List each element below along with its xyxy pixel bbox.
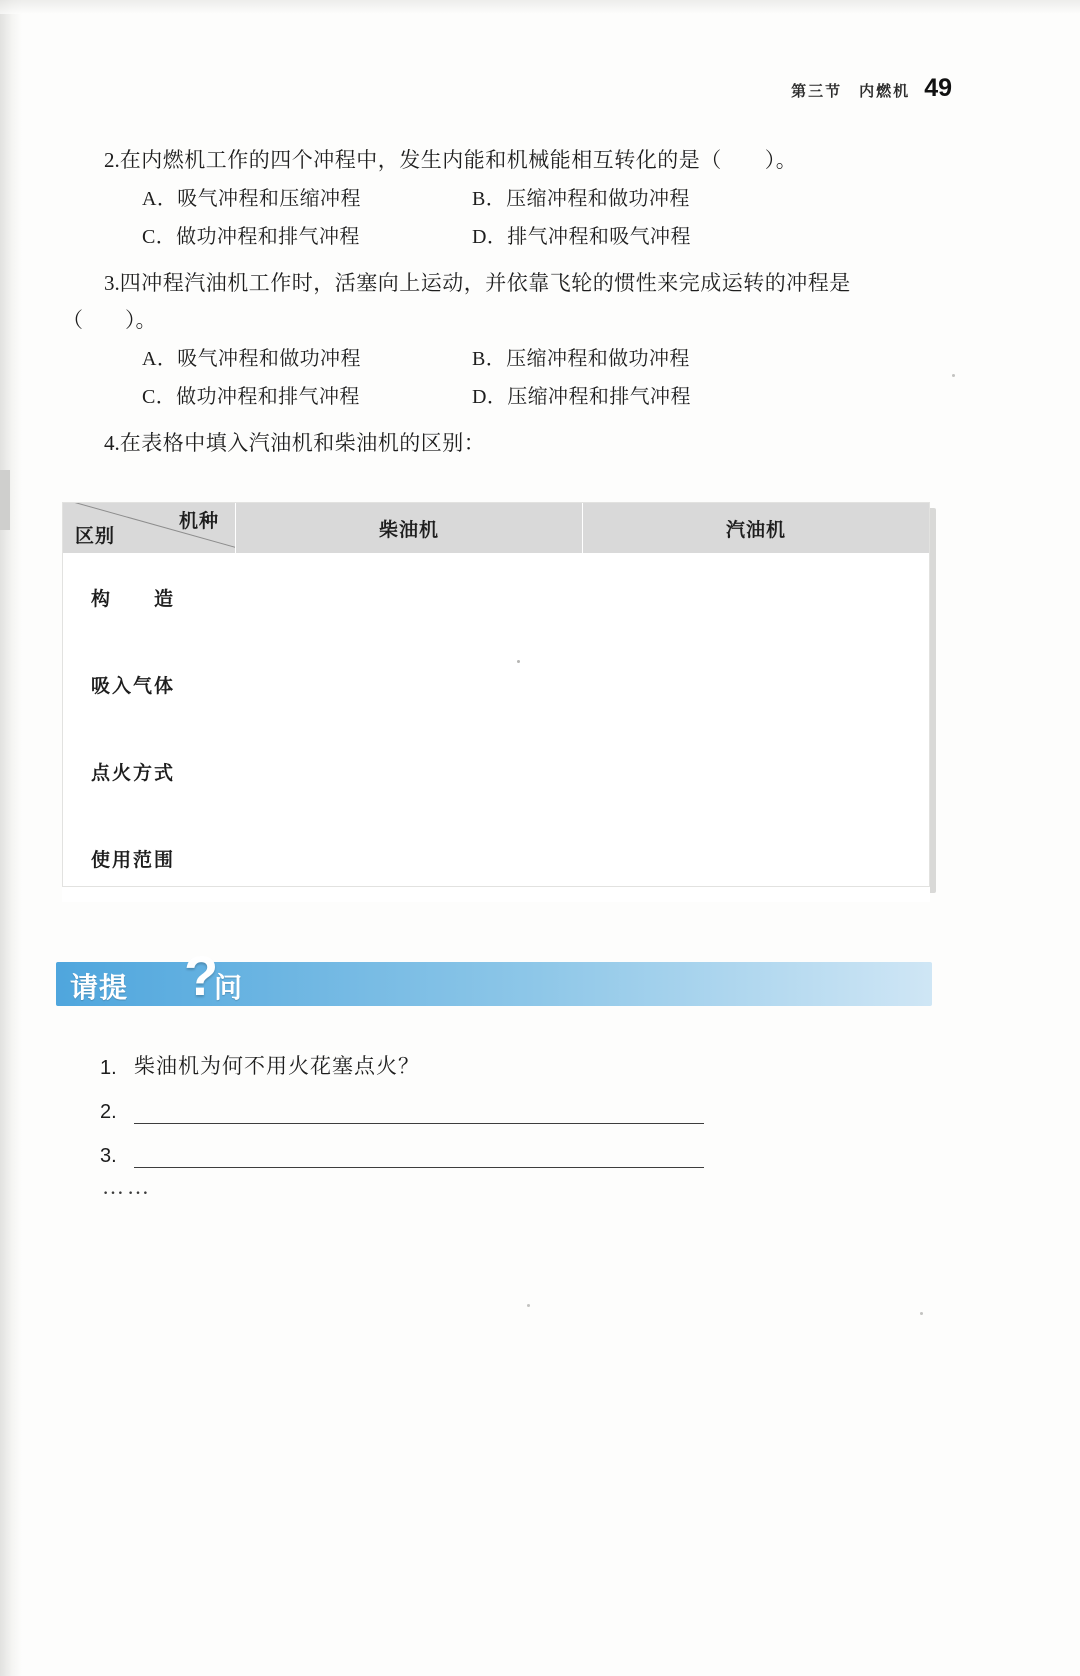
question-3-text: 四冲程汽油机工作时，活塞向上运动，并依靠飞轮的惯性来完成运转的冲程是 <box>119 271 851 295</box>
table-row <box>63 728 930 815</box>
table-corner-cell <box>63 503 236 554</box>
list-item <box>100 1084 800 1124</box>
ask-item-3-index: 3. <box>100 1145 117 1167</box>
question-3-option-c[interactable]: C．做功冲程和排气冲程 <box>142 386 360 408</box>
cell-usage-gasoline[interactable] <box>583 815 930 902</box>
ask-banner-text-before: 请提 <box>70 972 129 1003</box>
scan-edge-left <box>0 0 22 1676</box>
question-3-option-a[interactable]: A．吸气冲程和做功冲程 <box>142 348 361 370</box>
question-4-number: 4. <box>104 431 120 455</box>
question-4 <box>62 433 982 454</box>
row-label-intake-gas: 吸入气体 <box>63 641 236 728</box>
ask-section-banner <box>56 944 932 1007</box>
cell-intake-diesel[interactable] <box>236 641 583 728</box>
table-col-header-gasoline: 汽油机 <box>583 503 930 554</box>
comparison-table-wrapper <box>62 502 930 902</box>
ask-item-1-index: 1. <box>100 1057 117 1079</box>
page-number: 49 <box>924 74 952 102</box>
cell-structure-gasoline[interactable] <box>583 554 930 641</box>
cell-ignition-diesel[interactable] <box>236 728 583 815</box>
question-4-stem <box>104 433 982 454</box>
table-speck <box>517 660 520 663</box>
question-2 <box>62 150 982 247</box>
cell-ignition-gasoline[interactable] <box>583 728 930 815</box>
question-2-options-row-2 <box>142 227 982 247</box>
list-item <box>100 1128 800 1168</box>
running-head <box>791 74 952 103</box>
table-header-row <box>63 503 930 554</box>
ask-item-2-index: 2. <box>100 1101 117 1123</box>
row-label-usage: 使用范围 <box>63 815 236 902</box>
question-2-stem <box>104 150 982 171</box>
ask-list-ellipsis: …… <box>102 1174 152 1199</box>
question-2-option-a[interactable]: A．吸气冲程和压缩冲程 <box>142 188 361 210</box>
question-3-options-row-2 <box>142 387 982 407</box>
table-row <box>63 815 930 902</box>
question-3-number: 3. <box>104 271 120 295</box>
table-col-header-diesel: 柴油机 <box>236 503 583 554</box>
scan-mark-left-1 <box>0 470 10 530</box>
page-speck-3 <box>920 1312 923 1315</box>
row-label-structure: 构 造 <box>63 554 236 641</box>
question-3-option-b[interactable]: B．压缩冲程和做功冲程 <box>472 348 690 370</box>
question-3 <box>62 273 982 407</box>
ask-item-2-write-line[interactable] <box>134 1103 704 1124</box>
question-2-option-d[interactable]: D．排气冲程和吸气冲程 <box>472 226 691 248</box>
cell-intake-gasoline[interactable] <box>583 641 930 728</box>
scan-edge-top <box>0 0 1080 14</box>
question-4-text: 在表格中填入汽油机和柴油机的区别： <box>119 431 486 455</box>
question-3-option-d[interactable]: D．压缩冲程和排气冲程 <box>472 386 691 408</box>
question-3-stem <box>104 273 982 294</box>
cell-structure-diesel[interactable] <box>236 554 583 641</box>
corner-row-label: 区别 <box>75 526 116 547</box>
ask-item-3-write-line[interactable] <box>134 1147 704 1168</box>
question-2-text: 在内燃机工作的四个冲程中，发生内能和机械能相互转化的是（ ）。 <box>119 148 798 172</box>
running-head-section: 第三节 内燃机 <box>791 83 911 100</box>
comparison-table <box>62 502 930 902</box>
list-item <box>100 1040 800 1080</box>
question-3-options-row-1 <box>142 349 982 369</box>
cell-usage-diesel[interactable] <box>236 815 583 902</box>
question-2-option-b[interactable]: B．压缩冲程和做功冲程 <box>472 188 690 210</box>
question-3-stem-continued: （ ）。 <box>62 308 157 332</box>
question-2-options-row-1 <box>142 189 982 209</box>
ask-banner-text-after: 问 <box>214 972 244 1003</box>
table-row <box>63 641 930 728</box>
table-row <box>63 554 930 641</box>
question-mark-icon: ? <box>184 944 219 1007</box>
exercise-content <box>62 150 982 454</box>
row-label-ignition: 点火方式 <box>63 728 236 815</box>
ask-item-1-text: 柴油机为何不用火花塞点火？ <box>134 1054 420 1078</box>
question-2-option-c[interactable]: C．做功冲程和排气冲程 <box>142 226 360 248</box>
ask-list <box>100 1040 800 1200</box>
corner-column-label: 机种 <box>178 511 219 532</box>
question-2-number: 2. <box>104 148 120 172</box>
page-speck-2 <box>527 1304 530 1307</box>
